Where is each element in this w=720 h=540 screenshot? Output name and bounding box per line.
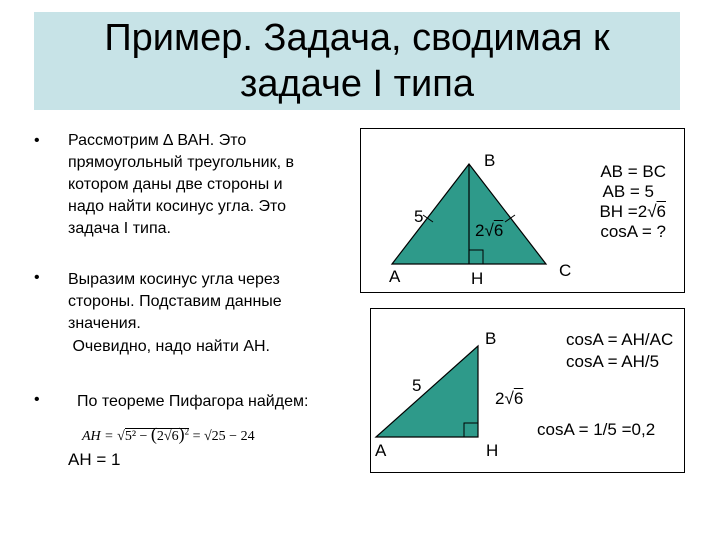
bullet-2-line-3: значения. [68,315,141,332]
bullet-2-line-1: Выразим косинус угла через [68,271,280,288]
bullet-marker: • [34,132,40,149]
title-line-1: Пример. Задача, сводимая к [104,17,610,59]
height-root: 6 [493,221,504,240]
side-bh-root: 6 [513,389,524,408]
vertex-h-label: H [486,441,499,460]
formula-tail: = √25 − 24 [192,429,255,444]
triangle-abh [376,346,478,437]
title-line-2: задаче I типа [240,63,474,105]
bullet-2-line-2: стороны. Подставим данные [68,293,282,310]
vertex-c-label: C [559,261,572,280]
bullet-2-line-4: Очевидно, надо найти АН. [68,338,270,355]
facts-line-3-root: 6 [656,202,666,221]
formula-coef: 2 [156,429,164,444]
bullet-1-line-5: задача I типа. [68,220,171,237]
side-bh-label: 2√6 [495,389,524,408]
bullet-marker: • [34,391,40,408]
formula-root: 6 [171,429,179,444]
facts-line-2: AB = 5 [602,182,654,201]
formula-eq: = [104,429,114,444]
bullet-3-line-1: По теореме Пифагора найдем: [77,393,309,410]
slide-title [34,12,680,110]
cos-result: cosA = 1/5 =0,2 [537,420,656,439]
facts-line-3 [599,202,666,221]
isosceles-triangle-panel [360,128,685,293]
right-triangle-panel [370,308,685,473]
side-ab-label: 5 [414,207,424,226]
bullet-1-line-2: прямоугольный треугольник, в [68,154,294,171]
vertex-a-label: A [375,441,387,460]
formula-lhs: AH [82,429,101,444]
bullet-1-line-3: котором даны две стороны и [68,176,283,193]
facts-line-3-prefix: BH =2√ [599,202,657,221]
cos-equation-1: cosA = AH/AC [566,330,674,349]
bullet-marker: • [34,269,40,286]
height-coef: 2 [475,221,485,240]
bullet-1-line-1: Рассмотрим ∆ ВАН. Это [68,132,247,149]
vertex-h-label: H [471,269,484,288]
vertex-a-label: A [389,267,401,286]
cos-equation-2: cosA = AH/5 [566,352,660,371]
side-bh-coef: 2 [495,389,505,408]
vertex-b-label: B [485,329,497,348]
vertex-b-label: B [484,151,496,170]
facts-line-1: AB = BC [600,162,666,181]
side-ab-label: 5 [412,376,422,395]
pythagoras-formula: AH = $√5^2 - (2√6)^2 = √25 - 24$ [82,424,255,444]
formula-exp: 2 [184,426,190,437]
facts-line-4: cosA = ? [600,222,666,241]
bullet-1-line-4: надо найти косинус угла. Это [68,198,287,215]
result-ah: АН = 1 [68,450,121,469]
height-label: 2√6 [475,221,504,240]
formula-sq-term: 5² − [124,429,151,444]
